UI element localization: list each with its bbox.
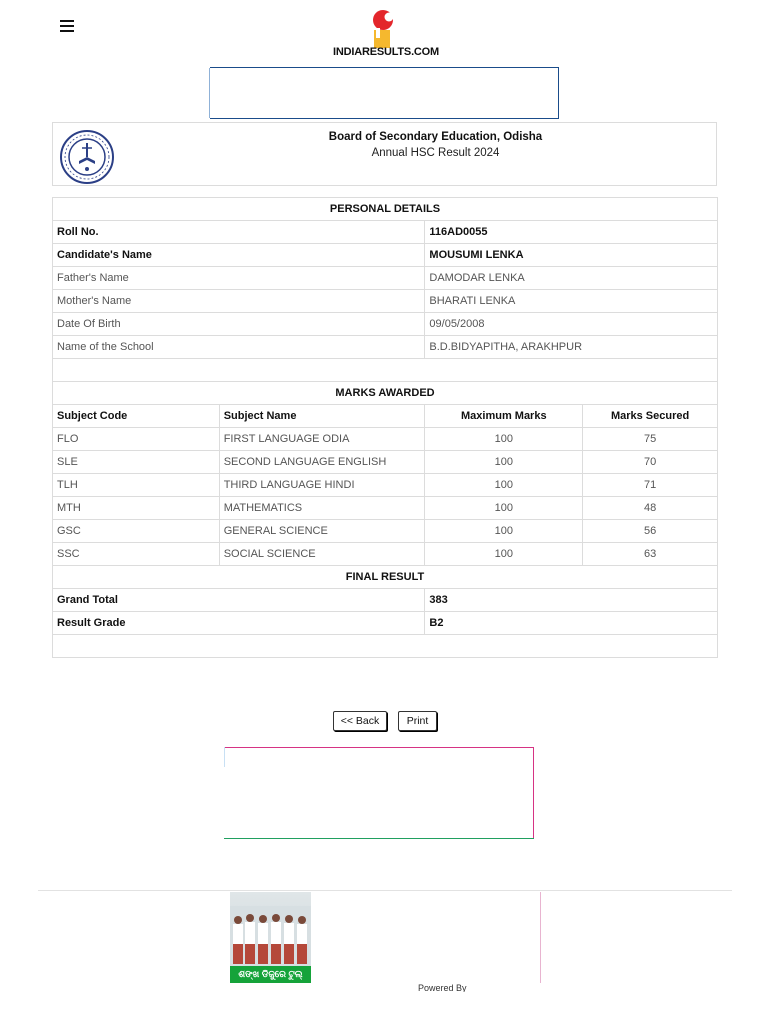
powered-by-text: Powered By (418, 984, 467, 992)
subject-name: GENERAL SCIENCE (219, 520, 425, 543)
table-row (53, 313, 718, 336)
table-row (53, 520, 718, 543)
marks-awarded-heading: MARKS AWARDED (53, 382, 718, 405)
candidate-name-value: MOUSUMI LENKA (425, 244, 718, 267)
footer-ad-border (540, 892, 541, 983)
subject-name: SECOND LANGUAGE ENGLISH (219, 451, 425, 474)
hamburger-icon[interactable] (60, 20, 74, 34)
father-name-value: DAMODAR LENKA (425, 267, 718, 290)
subject-code: SLE (53, 451, 220, 474)
top-ad-banner[interactable] (210, 67, 559, 119)
result-table (52, 197, 718, 658)
group-photo (230, 906, 311, 966)
maximum-marks: 100 (425, 543, 583, 566)
middle-ad-banner[interactable] (224, 747, 534, 839)
subject-name: SOCIAL SCIENCE (219, 543, 425, 566)
subject-code: GSC (53, 520, 220, 543)
indiaresults-logo-icon (372, 8, 398, 48)
maximum-marks: 100 (425, 520, 583, 543)
subject-code: SSC (53, 543, 220, 566)
site-logo[interactable] (330, 6, 442, 62)
marks-secured: 48 (583, 497, 718, 520)
table-row (53, 244, 718, 267)
table-row (53, 612, 718, 635)
marks-header-row (53, 405, 718, 428)
personal-details-heading: PERSONAL DETAILS (53, 198, 718, 221)
footer-divider (38, 890, 732, 891)
footer-ad-image[interactable] (230, 892, 311, 983)
roll-no-value: 116AD0055 (425, 221, 718, 244)
table-row (53, 428, 718, 451)
maximum-marks: 100 (425, 497, 583, 520)
table-row (53, 497, 718, 520)
dob-value: 09/05/2008 (425, 313, 718, 336)
mother-name-value: BHARATI LENKA (425, 290, 718, 313)
dob-label: Date Of Birth (53, 313, 425, 336)
roll-no-label: Roll No. (53, 221, 425, 244)
ad-banner-text: ଶଙ୍ଖ ଡିଜୁରେ ଟୁଲ୍ (230, 966, 311, 983)
logo-text: INDIARESULTS.COM (333, 46, 439, 58)
col-marks-secured: Marks Secured (583, 405, 718, 428)
table-row (53, 451, 718, 474)
spacer-cell (53, 359, 718, 382)
table-row (53, 543, 718, 566)
mother-name-label: Mother's Name (53, 290, 425, 313)
candidate-name-label: Candidate's Name (53, 244, 425, 267)
subject-code: FLO (53, 428, 220, 451)
result-grade-label: Result Grade (53, 612, 425, 635)
empty-cell (53, 635, 718, 658)
exam-name: Annual HSC Result 2024 (371, 147, 500, 159)
table-row (53, 221, 718, 244)
maximum-marks: 100 (425, 474, 583, 497)
school-label: Name of the School (53, 336, 425, 359)
table-row (53, 290, 718, 313)
col-subject-code: Subject Code (53, 405, 220, 428)
marks-secured: 70 (583, 451, 718, 474)
table-row (53, 336, 718, 359)
table-row (53, 267, 718, 290)
marks-secured: 63 (583, 543, 718, 566)
col-subject-name: Subject Name (219, 405, 425, 428)
marks-secured: 71 (583, 474, 718, 497)
school-value: B.D.BIDYAPITHA, ARAKHPUR (425, 336, 718, 359)
result-grade-value: B2 (425, 612, 718, 635)
maximum-marks: 100 (425, 451, 583, 474)
back-button[interactable]: << Back (333, 711, 387, 731)
print-button[interactable]: Print (398, 711, 437, 731)
marks-secured: 56 (583, 520, 718, 543)
table-row (53, 474, 718, 497)
table-row (53, 589, 718, 612)
subject-name: MATHEMATICS (219, 497, 425, 520)
maximum-marks: 100 (425, 428, 583, 451)
subject-code: TLH (53, 474, 220, 497)
board-name: Board of Secondary Education, Odisha (328, 131, 543, 143)
grand-total-label: Grand Total (53, 589, 425, 612)
col-maximum-marks: Maximum Marks (425, 405, 583, 428)
marks-secured: 75 (583, 428, 718, 451)
final-result-heading: FINAL RESULT (53, 566, 718, 589)
subject-code: MTH (53, 497, 220, 520)
subject-name: FIRST LANGUAGE ODIA (219, 428, 425, 451)
father-name-label: Father's Name (53, 267, 425, 290)
grand-total-value: 383 (425, 589, 718, 612)
subject-name: THIRD LANGUAGE HINDI (219, 474, 425, 497)
result-header (52, 122, 717, 186)
